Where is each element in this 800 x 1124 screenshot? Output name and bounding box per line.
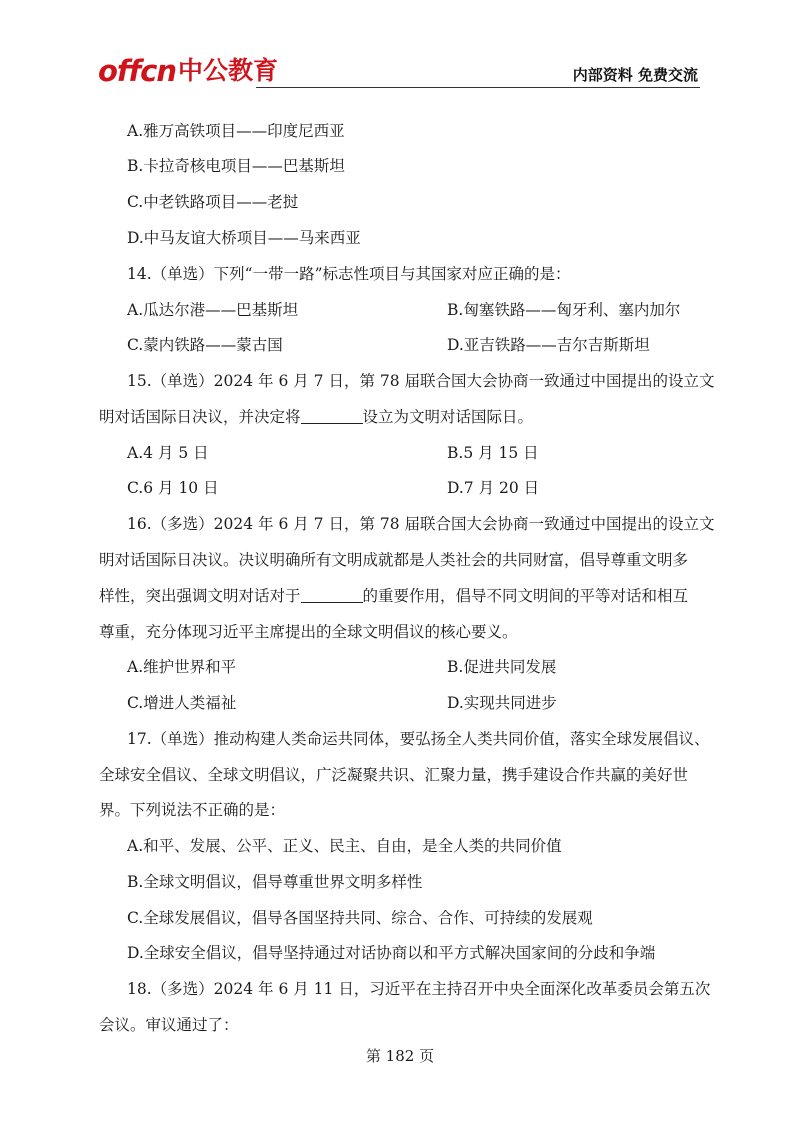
page-number: 第 182 页 xyxy=(365,1047,435,1065)
q15-option-d: D.7 月 20 日 xyxy=(447,479,540,497)
q14-option-a: A.瓜达尔港——巴基斯坦 xyxy=(127,301,299,319)
answer-blank xyxy=(301,588,363,603)
question-17-stem-line2: 全球安全倡议、全球文明倡议，广泛凝聚共识、汇聚力量，携手建设合作共赢的美好世 xyxy=(99,766,689,784)
question-15-stem-line1: 15.（单选）2024 年 6 月 7 日，第 78 届联合国大会协商一致通过中国提出的设立文 xyxy=(127,372,715,390)
question-16-stem-line3 xyxy=(99,586,688,606)
q15-option-c: C.6 月 10 日 xyxy=(127,479,219,497)
q15-option-a: A.4 月 5 日 xyxy=(127,444,209,462)
q16-stem-part1: 样性，突出强调文明对话对于 xyxy=(99,587,301,605)
q16-option-b: B.促进共同发展 xyxy=(447,658,557,676)
q16-option-d: D.实现共同进步 xyxy=(447,694,557,712)
q13-option-c: C.中老铁路项目——老挝 xyxy=(127,193,299,211)
offcn-logo xyxy=(98,56,278,86)
q16-option-a: A.维护世界和平 xyxy=(127,658,237,676)
q14-option-b: B.匈塞铁路——匈牙利、塞内加尔 xyxy=(447,301,681,319)
question-16-stem-line4: 尊重，充分体现习近平主席提出的全球文明倡议的核心要义。 xyxy=(99,623,518,641)
q16-option-c: C.增进人类福祉 xyxy=(127,694,237,712)
q14-option-c: C.蒙内铁路——蒙古国 xyxy=(127,336,283,354)
question-15-stem-line2 xyxy=(99,407,533,427)
question-16-stem-line2: 明对话国际日决议。决议明确所有文明成就都是人类社会的共同财富，倡导尊重文明多 xyxy=(99,551,689,569)
header-tagline: 内部资料 免费交流 xyxy=(572,66,698,84)
q15-stem-part2: 设立为文明对话国际日。 xyxy=(362,408,534,426)
question-17-stem-line1: 17.（单选）推动构建人类命运共同体，要弘扬全人类共同价值，落实全球发展倡议、 xyxy=(127,730,710,748)
question-17-stem-line3: 界。下列说法不正确的是： xyxy=(99,801,286,819)
q17-option-d: D.全球安全倡议，倡导坚持通过对话协商以和平方式解决国家间的分歧和争端 xyxy=(127,944,656,962)
question-18-stem-line2: 会议。审议通过了： xyxy=(99,1016,239,1034)
q13-option-d: D.中马友谊大桥项目——马来西亚 xyxy=(127,229,361,247)
logo-cjk-text: 中公教育 xyxy=(178,56,279,85)
question-16-stem-line1: 16.（多选）2024 年 6 月 7 日，第 78 届联合国大会协商一致通过中国提出的设立文 xyxy=(127,515,715,533)
q14-option-d: D.亚吉铁路——吉尔吉斯斯坦 xyxy=(447,336,650,354)
question-14-stem: 14.（单选）下列“一带一路”标志性项目与其国家对应正确的是： xyxy=(127,265,571,283)
logo-latin-text: offcn xyxy=(98,54,176,88)
q16-stem-part2: 的重要作用，倡导不同文明间的平等对话和相互 xyxy=(362,587,689,605)
q17-option-a: A.和平、发展、公平、正义、民主、自由，是全人类的共同价值 xyxy=(127,837,562,855)
q13-option-b: B.卡拉奇核电项目——巴基斯坦 xyxy=(127,157,345,175)
q17-option-c: C.全球发展倡议，倡导各国坚持共同、综合、合作、可持续的发展观 xyxy=(127,909,593,927)
q13-option-a: A.雅万高铁项目——印度尼西亚 xyxy=(127,122,345,140)
question-18-stem-line1: 18.（多选）2024 年 6 月 11 日，习近平在主持召开中央全面深化改革委员会第五次 xyxy=(127,980,711,998)
q15-option-b: B.5 月 15 日 xyxy=(447,444,539,462)
q17-option-b: B.全球文明倡议，倡导尊重世界文明多样性 xyxy=(127,873,423,891)
q15-stem-part1: 明对话国际日决议，并决定将 xyxy=(99,408,301,426)
page-header xyxy=(98,56,700,90)
answer-blank xyxy=(301,409,363,424)
header-rule xyxy=(256,87,700,88)
